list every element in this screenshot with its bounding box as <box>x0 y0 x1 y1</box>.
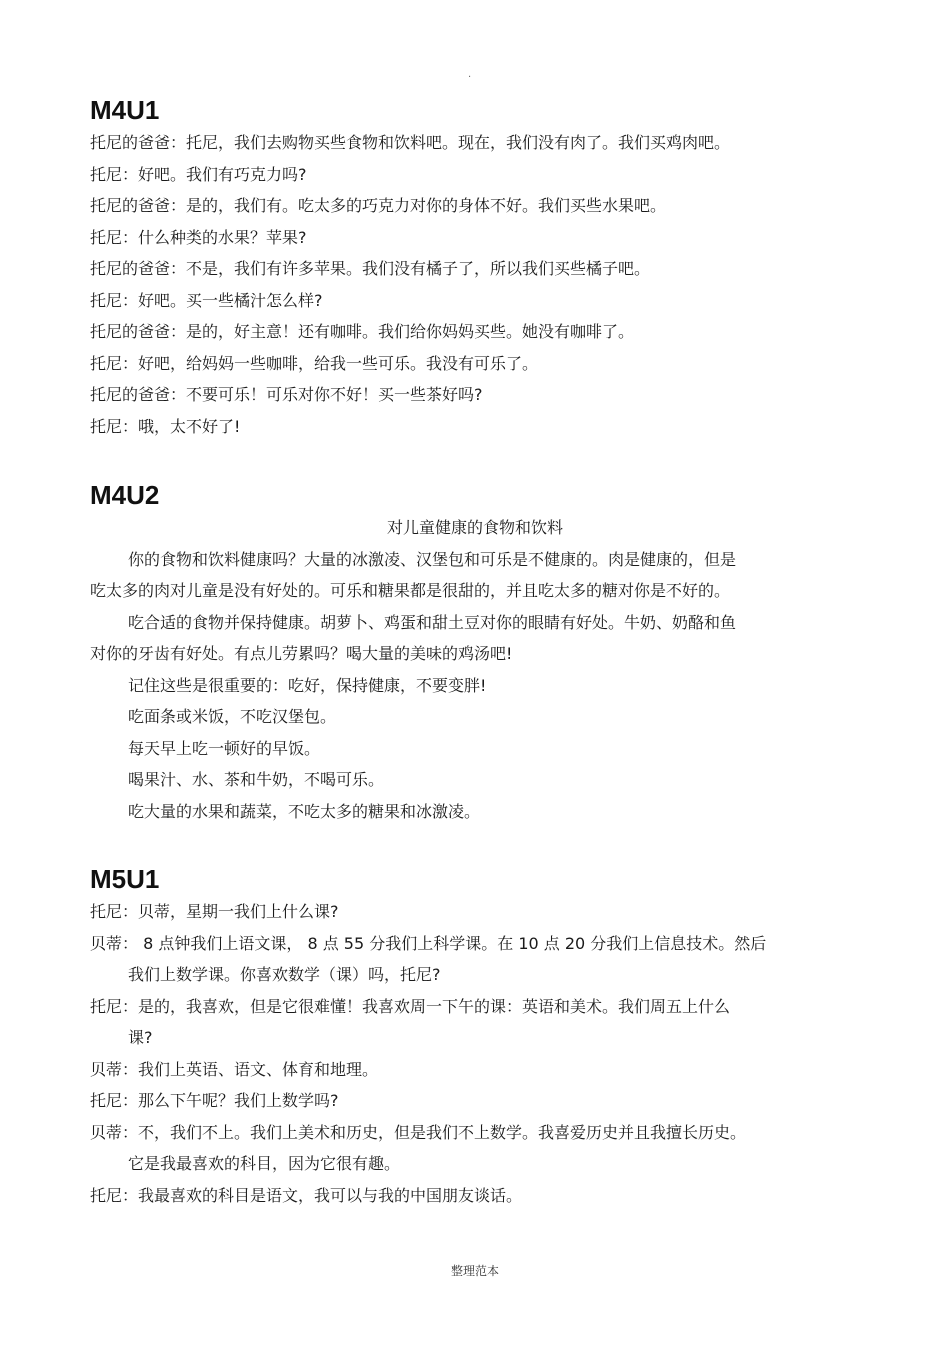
dialogue-line: 托尼：好吧，给妈妈一些咖啡，给我一些可乐。我没有可乐了。 <box>90 353 539 373</box>
dialogue-line: 托尼：是的，我喜欢，但是它很难懂！我喜欢周一下午的课：英语和美术。我们周五上什么 <box>90 996 731 1016</box>
paragraph-line: 你的食物和饮料健康吗？大量的冰激凌、汉堡包和可乐是不健康的。肉是健康的，但是 <box>128 549 737 569</box>
dialogue-line: 托尼：什么种类的水果？苹果? <box>90 227 307 247</box>
paragraph-line: 对你的牙齿有好处。有点儿劳累吗？喝大量的美味的鸡汤吧! <box>90 644 513 663</box>
paragraph-line: 记住这些是很重要的：吃好，保持健康，不要变胖! <box>128 675 487 695</box>
dialogue-line: 托尼：好吧。我们有巧克力吗? <box>90 164 307 184</box>
dialogue-line: 它是我最喜欢的科目，因为它很有趣。 <box>128 1154 401 1173</box>
dialogue-line: 托尼：贝蒂，星期一我们上什么课? <box>90 902 339 921</box>
paragraph-line: 吃面条或米饭，不吃汉堡包。 <box>128 707 337 726</box>
section-heading-m4u1: M4U1 <box>90 95 160 125</box>
paragraph-line: 每天早上吃一顿好的早饭。 <box>128 738 321 758</box>
dialogue-line: 托尼的爸爸：是的，好主意！还有咖啡。我们给你妈妈买些。她没有咖啡了。 <box>90 322 635 341</box>
dialogue-line: 我们上数学课。你喜欢数学（课）吗，托尼? <box>128 965 441 984</box>
paragraph-line: 喝果汁、水、茶和牛奶，不喝可乐。 <box>128 770 385 789</box>
dialogue-line: 托尼：那么下午呢？我们上数学吗? <box>90 1091 339 1110</box>
paragraph-line: 吃合适的食物并保持健康。胡萝卜、鸡蛋和甜土豆对你的眼睛有好处。牛奶、奶酪和鱼 <box>128 612 737 632</box>
dialogue-line: 托尼的爸爸：不要可乐！可乐对你不好！买一些茶好吗? <box>90 385 483 404</box>
dialogue-line: 托尼：我最喜欢的科目是语文，我可以与我的中国朋友谈话。 <box>90 1185 523 1205</box>
section-m5u1-dialogue <box>90 896 860 1211</box>
section-heading-m5u1: M5U1 <box>90 864 160 894</box>
section-m4u2-article <box>90 512 860 827</box>
dialogue-line: 托尼的爸爸：不是，我们有许多苹果。我们没有橘子了，所以我们买些橘子吧。 <box>90 259 651 278</box>
section-heading-m4u2: M4U2 <box>90 480 160 510</box>
article-title: 对儿童健康的食物和饮料 <box>386 518 563 537</box>
dialogue-line: 托尼的爸爸：是的，我们有。吃太多的巧克力对你的身体不好。我们买些水果吧。 <box>90 196 667 215</box>
dialogue-line: 托尼的爸爸：托尼，我们去购物买些食物和饮料吧。现在，我们没有肉了。我们买鸡肉吧。 <box>90 133 731 152</box>
dialogue-line: 托尼：哦，太不好了! <box>90 416 241 436</box>
page-footer: 整理范本 <box>450 1264 499 1278</box>
paragraph-line: 吃太多的肉对儿童是没有好处的。可乐和糖果都是很甜的，并且吃太多的糖对你是不好的。 <box>90 581 731 600</box>
dialogue-line: 托尼：好吧。买一些橘汁怎么样? <box>90 290 323 310</box>
dialogue-line: 贝蒂： 8 点钟我们上语文课， 8 点 55 分我们上科学课。在 10 点 20 分我们上信息技术。然后 <box>90 933 767 953</box>
dialogue-line: 贝蒂：我们上英语、语文、体育和地理。 <box>90 1059 379 1079</box>
top-mark: · <box>468 72 472 83</box>
paragraph-line: 吃大量的水果和蔬菜，不吃太多的糖果和冰激凌。 <box>128 801 481 821</box>
dialogue-line: 贝蒂：不，我们不上。我们上美术和历史，但是我们不上数学。我喜爱历史并且我擅长历史。 <box>90 1122 747 1142</box>
dialogue-line: 课? <box>128 1028 153 1047</box>
section-m4u1-dialogue <box>90 127 860 442</box>
